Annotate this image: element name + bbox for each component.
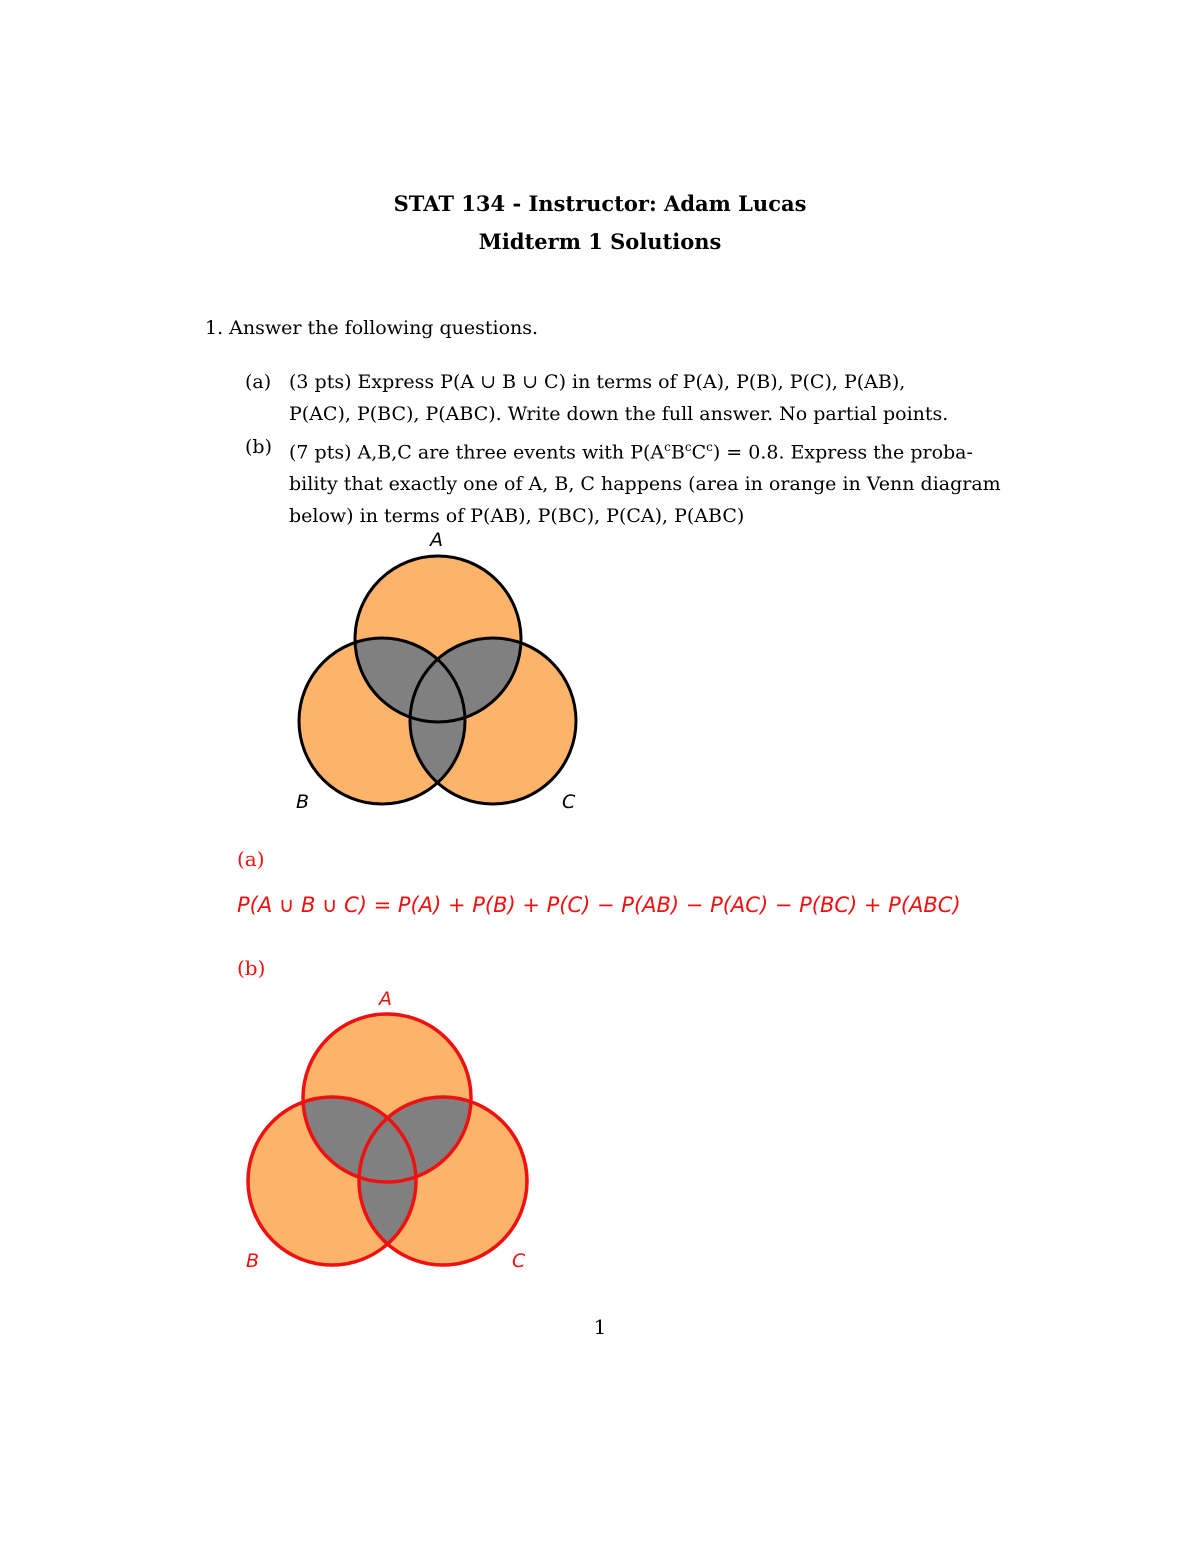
solution-b-label: (b)	[237, 956, 266, 980]
question-1-prompt: 1. Answer the following questions.	[205, 317, 539, 339]
question-1b-text	[289, 431, 1029, 532]
question-1a-label: (a)	[245, 371, 272, 393]
solution-a-answer: P(A ∪ B ∪ C) = P(A) + P(B) + P(C) − P(AB) − P(AC) − P(BC) + P(ABC)	[237, 893, 961, 917]
venn-q-label-a: A	[430, 529, 443, 551]
venn-s-label-a: A	[379, 988, 392, 1010]
solution-a-label: (a)	[237, 847, 265, 871]
question-1a-line-1: (3 pts) Express P(A ∪ B ∪ C) in terms of P(A), P(B), P(C), P(AB),	[289, 371, 906, 393]
venn-q-label-c: C	[562, 791, 576, 813]
venn-q-label-b: B	[296, 791, 310, 813]
document-title: STAT 134 - Instructor: Adam Lucas	[393, 191, 807, 216]
venn-diagram-question	[280, 520, 600, 820]
question-1b-line-1: (7 pts) A,B,C are three events with $P(A^cB^cC^c) = 0.8$. Express the proba-	[289, 440, 973, 464]
question-1b-line-3: below) in terms of P(AB), P(BC), P(CA), P(ABC)	[289, 505, 745, 528]
question-1a-text	[289, 366, 1029, 430]
document-subtitle: Midterm 1 Solutions	[478, 229, 722, 254]
question-1b-label: (b)	[245, 436, 272, 458]
question-1a-line-2: P(AC), P(BC), P(ABC). Write down the full answer. No partial points.	[289, 403, 949, 425]
question-1b-line-2: bility that exactly one of A, B, C happens (area in orange in Venn diagram	[289, 473, 1001, 496]
page-number: 1	[593, 1315, 607, 1339]
venn-s-label-b: B	[246, 1250, 260, 1272]
venn-diagram-solution	[230, 980, 550, 1280]
venn-s-label-c: C	[512, 1250, 526, 1272]
